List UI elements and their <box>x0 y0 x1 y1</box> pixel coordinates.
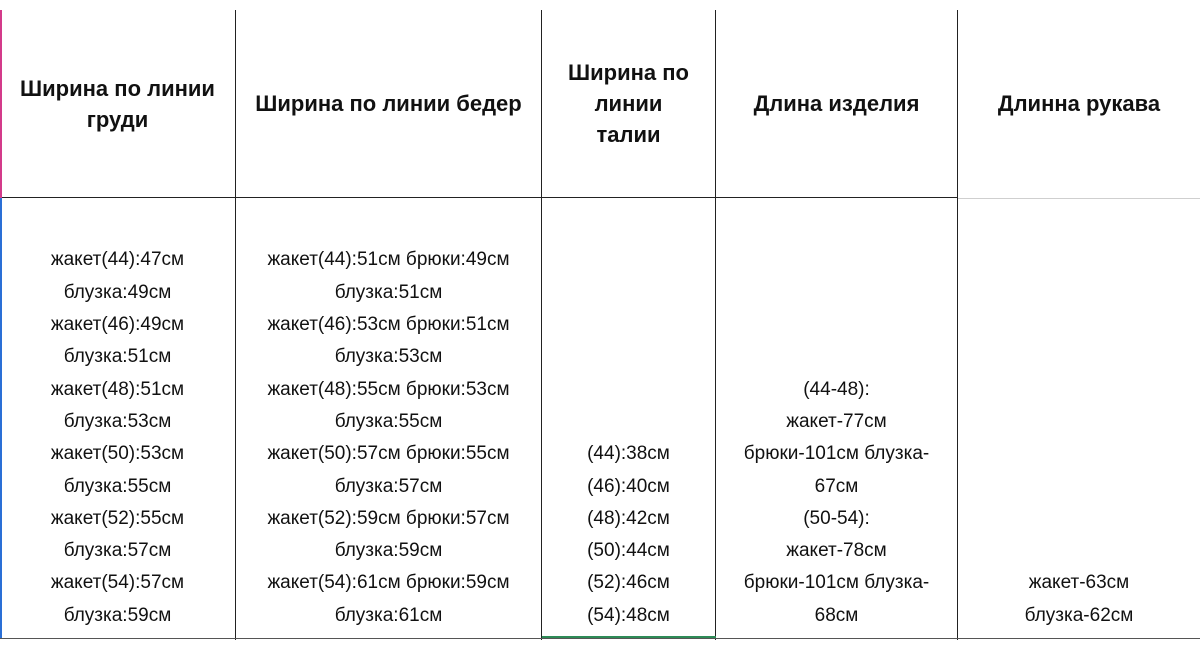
hips-value-line: жакет(46):53см брюки:51см <box>267 314 510 336</box>
header-waist-label: Ширина по линии талии <box>568 60 689 147</box>
waist-value-line: (46):40см <box>587 475 670 497</box>
hips-value-line: жакет(50):57см брюки:55см <box>267 443 510 465</box>
header-sleeve-length <box>958 10 1200 197</box>
chest-values-list <box>6 244 229 632</box>
sleeve-values-list <box>964 567 1194 632</box>
hips-value-line: блузка:61см <box>334 604 443 626</box>
chest-value-line: жакет(52):55см <box>50 507 185 529</box>
length-values-list <box>722 374 951 632</box>
hips-value-line: блузка:59см <box>334 540 443 562</box>
hip-values-list <box>242 244 535 632</box>
chest-value-line: блузка:51см <box>63 346 172 368</box>
header-hip-width <box>236 10 541 197</box>
waist-value-line: (54):48см <box>587 604 670 626</box>
header-waist-width <box>542 10 715 197</box>
chest-value-line: блузка:57см <box>63 540 172 562</box>
chest-value-line: блузка:59см <box>63 604 172 626</box>
sleeve-value-line: блузка-62см <box>1024 604 1134 626</box>
bottom-border <box>0 638 1200 639</box>
header-chest-width <box>0 10 235 197</box>
hips-value-line: жакет(52):59см брюки:57см <box>267 507 510 529</box>
chest-value-line: блузка:53см <box>63 410 172 432</box>
length-value-line: жакет-77см <box>786 410 887 432</box>
header-item-length <box>716 10 957 197</box>
length-value-line: (50-54): <box>803 507 870 529</box>
length-value-line: (44-48): <box>803 378 870 400</box>
length-value-line: жакет-78см <box>786 540 887 562</box>
sleeve-value-line: жакет-63см <box>1028 572 1130 594</box>
waist-value-line: (44):38см <box>587 443 670 465</box>
waist-value-line: (48):42см <box>587 507 670 529</box>
chest-value-line: жакет(44):47см <box>50 249 185 271</box>
waist-value-line: (50):44см <box>587 540 670 562</box>
hips-value-line: блузка:51см <box>334 281 443 303</box>
cell-length-values <box>716 198 957 636</box>
header-chest-label: Ширина по линии груди <box>20 75 215 132</box>
chest-value-line: блузка:55см <box>63 475 172 497</box>
cell-waist-values <box>542 198 715 636</box>
hips-value-line: блузка:57см <box>334 475 443 497</box>
length-value-line: 67см <box>814 475 859 497</box>
waist-values-list <box>548 438 709 632</box>
chest-value-line: жакет(54):57см <box>50 572 185 594</box>
header-hip-label: Ширина по линии бедер <box>255 91 522 116</box>
chest-value-line: жакет(50):53см <box>50 443 185 465</box>
hips-value-line: блузка:55см <box>334 410 443 432</box>
header-length-label: Длина изделия <box>753 91 920 116</box>
hips-value-line: жакет(44):51см брюки:49см <box>267 249 510 271</box>
chest-value-line: блузка:49см <box>63 281 172 303</box>
chest-value-line: жакет(46):49см <box>50 314 185 336</box>
header-sleeve-label: Длинна рукава <box>997 91 1161 116</box>
cell-hip-values <box>236 198 541 636</box>
length-value-line: брюки-101см блузка- <box>743 443 930 465</box>
length-value-line: брюки-101см блузка- <box>743 572 930 594</box>
length-value-line: 68см <box>814 604 859 626</box>
hips-value-line: жакет(54):61см брюки:59см <box>267 572 510 594</box>
hips-value-line: блузка:53см <box>334 346 443 368</box>
cell-chest-values <box>0 198 235 636</box>
hips-value-line: жакет(48):55см брюки:53см <box>267 378 510 400</box>
cell-selection-mark <box>542 636 716 638</box>
chest-value-line: жакет(48):51см <box>50 378 185 400</box>
cell-sleeve-values <box>958 198 1200 636</box>
waist-value-line: (52):46см <box>587 572 670 594</box>
